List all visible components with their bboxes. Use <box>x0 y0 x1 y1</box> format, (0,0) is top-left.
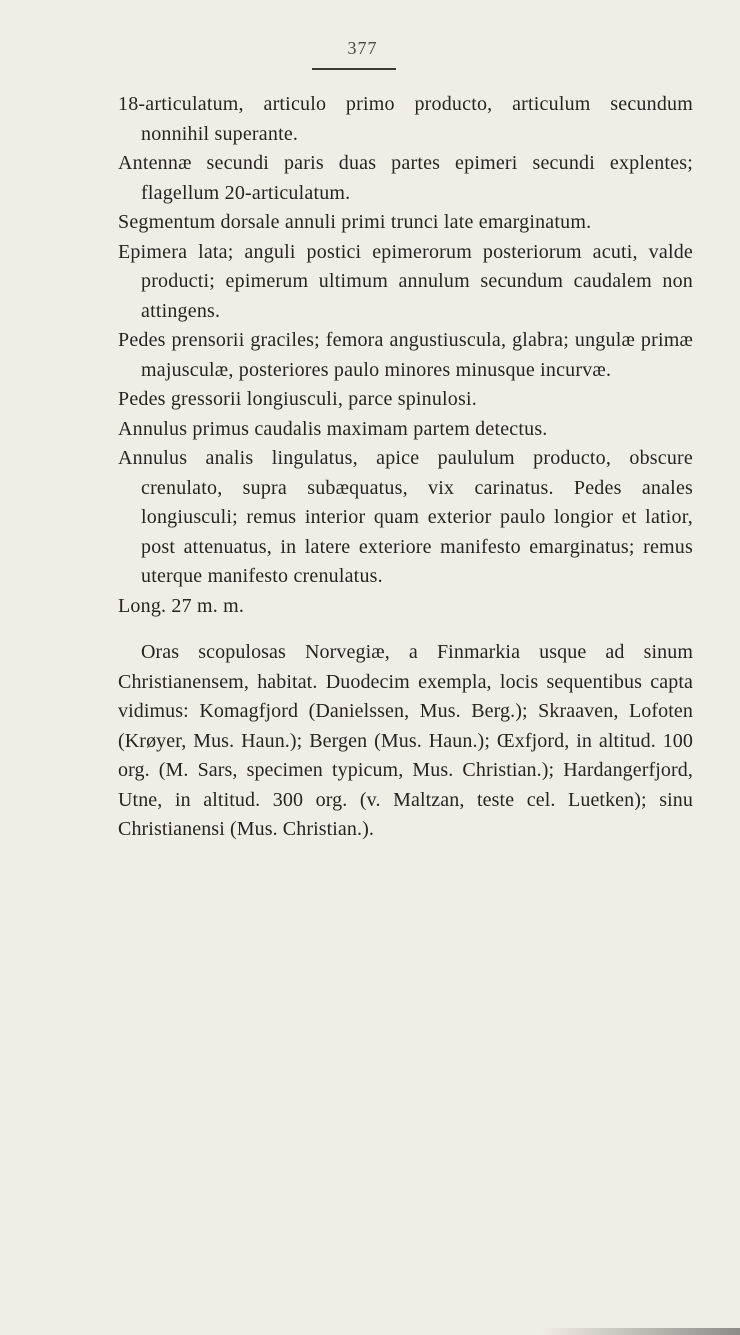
main-text <box>118 90 693 845</box>
habitat-paragraph: Oras scopulosas Norvegiæ, a Finmarkia usque ad sinum Christianensem, habitat. Duodecim exempla, locis sequentibus capta vidimus: Komagfjord (Danielssen, Mus. Berg.); Skraaven, Lofoten (Krøyer, Mus. Haun.); Bergen (Mus. Haun.); Œxfjord, in altitud. 100 org. (M. Sars, specimen typicum, Mus. Christian.); Hardangerfjord, Utne, in altitud. 300 org. (v. Maltzan, teste cel. Luetken); sinu Christianensi (Mus. Christian.). <box>118 641 693 840</box>
entry-antennae: Antennæ secundi paris duas partes epimeri secundi explentes; flagellum 20-articulatum. <box>118 152 693 204</box>
entry-annulus-analis: Annulus analis lingulatus, apice paululum producto, obscure crenulato, supra subæquatus, vix carinatus. Pedes anales longiusculi; remus interior quam exterior paulo longior et latior, post attenuatus, in latere exteriore manifesto emarginatus; remus uterque manifesto crenulatus. <box>118 447 693 587</box>
page-number: 377 <box>347 38 378 58</box>
entry-epimera: Epimera lata; anguli postici epimerorum posteriorum acuti, valde producti; epimerum ultimum annulum secundum caudalem non attingens. <box>118 240 693 322</box>
page-number-rule <box>312 68 396 70</box>
entry-length: Long. 27 m. m. <box>118 594 245 617</box>
entry-annulus-primus: Annulus primus caudalis maximam partem detectus. <box>118 417 548 440</box>
entry-article-count: 18-articulatum, articulo primo producto, articulum secundum nonnihil superante. <box>118 93 693 145</box>
entry-pedes-prensorii: Pedes prensorii graciles; femora angustiuscula, glabra; ungulæ primæ majusculæ, posteriores paulo minores minusque incurvæ. <box>118 329 693 381</box>
entry-dorsal-segment: Segmentum dorsale annuli primi trunci late emarginatum. <box>118 211 592 233</box>
page-edge-shadow <box>540 1328 740 1335</box>
entry-pedes-gressorii: Pedes gressorii longiusculi, parce spinulosi. <box>118 388 477 410</box>
